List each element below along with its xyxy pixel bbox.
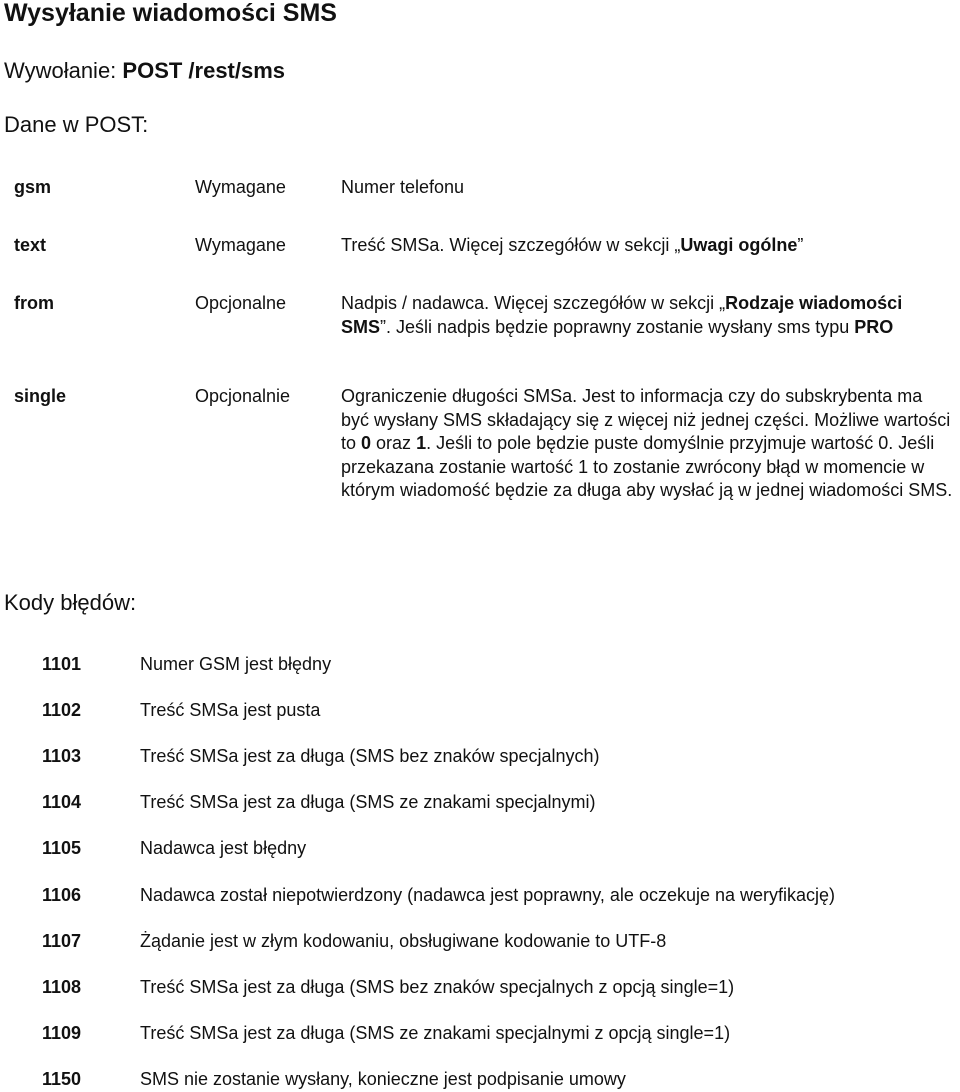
param-requirement: Opcjonalne — [195, 293, 287, 313]
param-requirement: Opcjonalnie — [195, 386, 291, 406]
error-code: 1101 — [42, 654, 82, 674]
param-description: Nadpis / nadawca. Więcej szczegółów w sekcji „Rodzaje wiadomości SMS”. Jeśli nadpis będzie poprawny zostanie wysłany sms typu PRO — [341, 293, 903, 337]
error-code: 1104 — [42, 792, 82, 812]
error-message: Numer GSM jest błędny — [140, 654, 332, 674]
error-message: Treść SMSa jest za długa (SMS bez znaków specjalnych z opcją single=1) — [140, 977, 735, 997]
error-message: Treść SMSa jest za długa (SMS ze znakami specjalnymi) — [140, 792, 596, 812]
param-description: Numer telefonu — [341, 177, 465, 197]
param-name: gsm — [14, 177, 52, 197]
error-code: 1103 — [42, 746, 82, 766]
error-code: 1105 — [42, 838, 82, 858]
error-message: Treść SMSa jest pusta — [140, 700, 321, 720]
param-name: single — [14, 386, 67, 406]
error-code: 1102 — [42, 700, 82, 720]
endpoint-prefix: Wywołanie: — [4, 58, 123, 83]
error-codes-heading: Kody błędów: — [4, 590, 137, 615]
error-code: 1109 — [42, 1023, 82, 1043]
error-code: 1106 — [42, 885, 82, 905]
error-message: Treść SMSa jest za długa (SMS bez znaków specjalnych) — [140, 746, 600, 766]
error-code: 1107 — [42, 931, 82, 951]
param-name: from — [14, 293, 54, 313]
error-message: Nadawca został niepotwierdzony (nadawca jest poprawny, ale oczekuje na weryfikację) — [140, 885, 836, 905]
endpoint-value: POST /rest/sms — [122, 58, 286, 83]
page-title: Wysyłanie wiadomości SMS — [4, 0, 337, 27]
error-code: 1150 — [42, 1069, 82, 1089]
error-code: 1108 — [42, 977, 82, 997]
param-description: Ograniczenie długości SMSa. Jest to informacja czy do subskrybenta ma być wysłany SMS składający się z więcej niż jednej części. Możliwe wartości to 0 oraz 1. Jeśli to pole będzie puste domyślnie przyjmuje wartość 0. Jeśli przekazana zostanie wartość 1 to zostanie zwrócony błąd w momencie w którym wiadomość będzie za długa aby wysłać ją w jednej wiadomości SMS. — [341, 386, 953, 500]
param-description: Treść SMSa. Więcej szczegółów w sekcji „Uwagi ogólne” — [341, 235, 804, 255]
error-message: Żądanie jest w złym kodowaniu, obsługiwane kodowanie to UTF-8 — [140, 931, 667, 951]
param-requirement: Wymagane — [195, 235, 286, 255]
error-message: SMS nie zostanie wysłany, konieczne jest podpisanie umowy — [140, 1069, 626, 1089]
error-message: Treść SMSa jest za długa (SMS ze znakami specjalnymi z opcją single=1) — [140, 1023, 731, 1043]
post-data-heading: Dane w POST: — [4, 112, 149, 137]
param-name: text — [14, 235, 47, 255]
param-requirement: Wymagane — [195, 177, 286, 197]
error-message: Nadawca jest błędny — [140, 838, 307, 858]
endpoint-line — [4, 58, 285, 84]
